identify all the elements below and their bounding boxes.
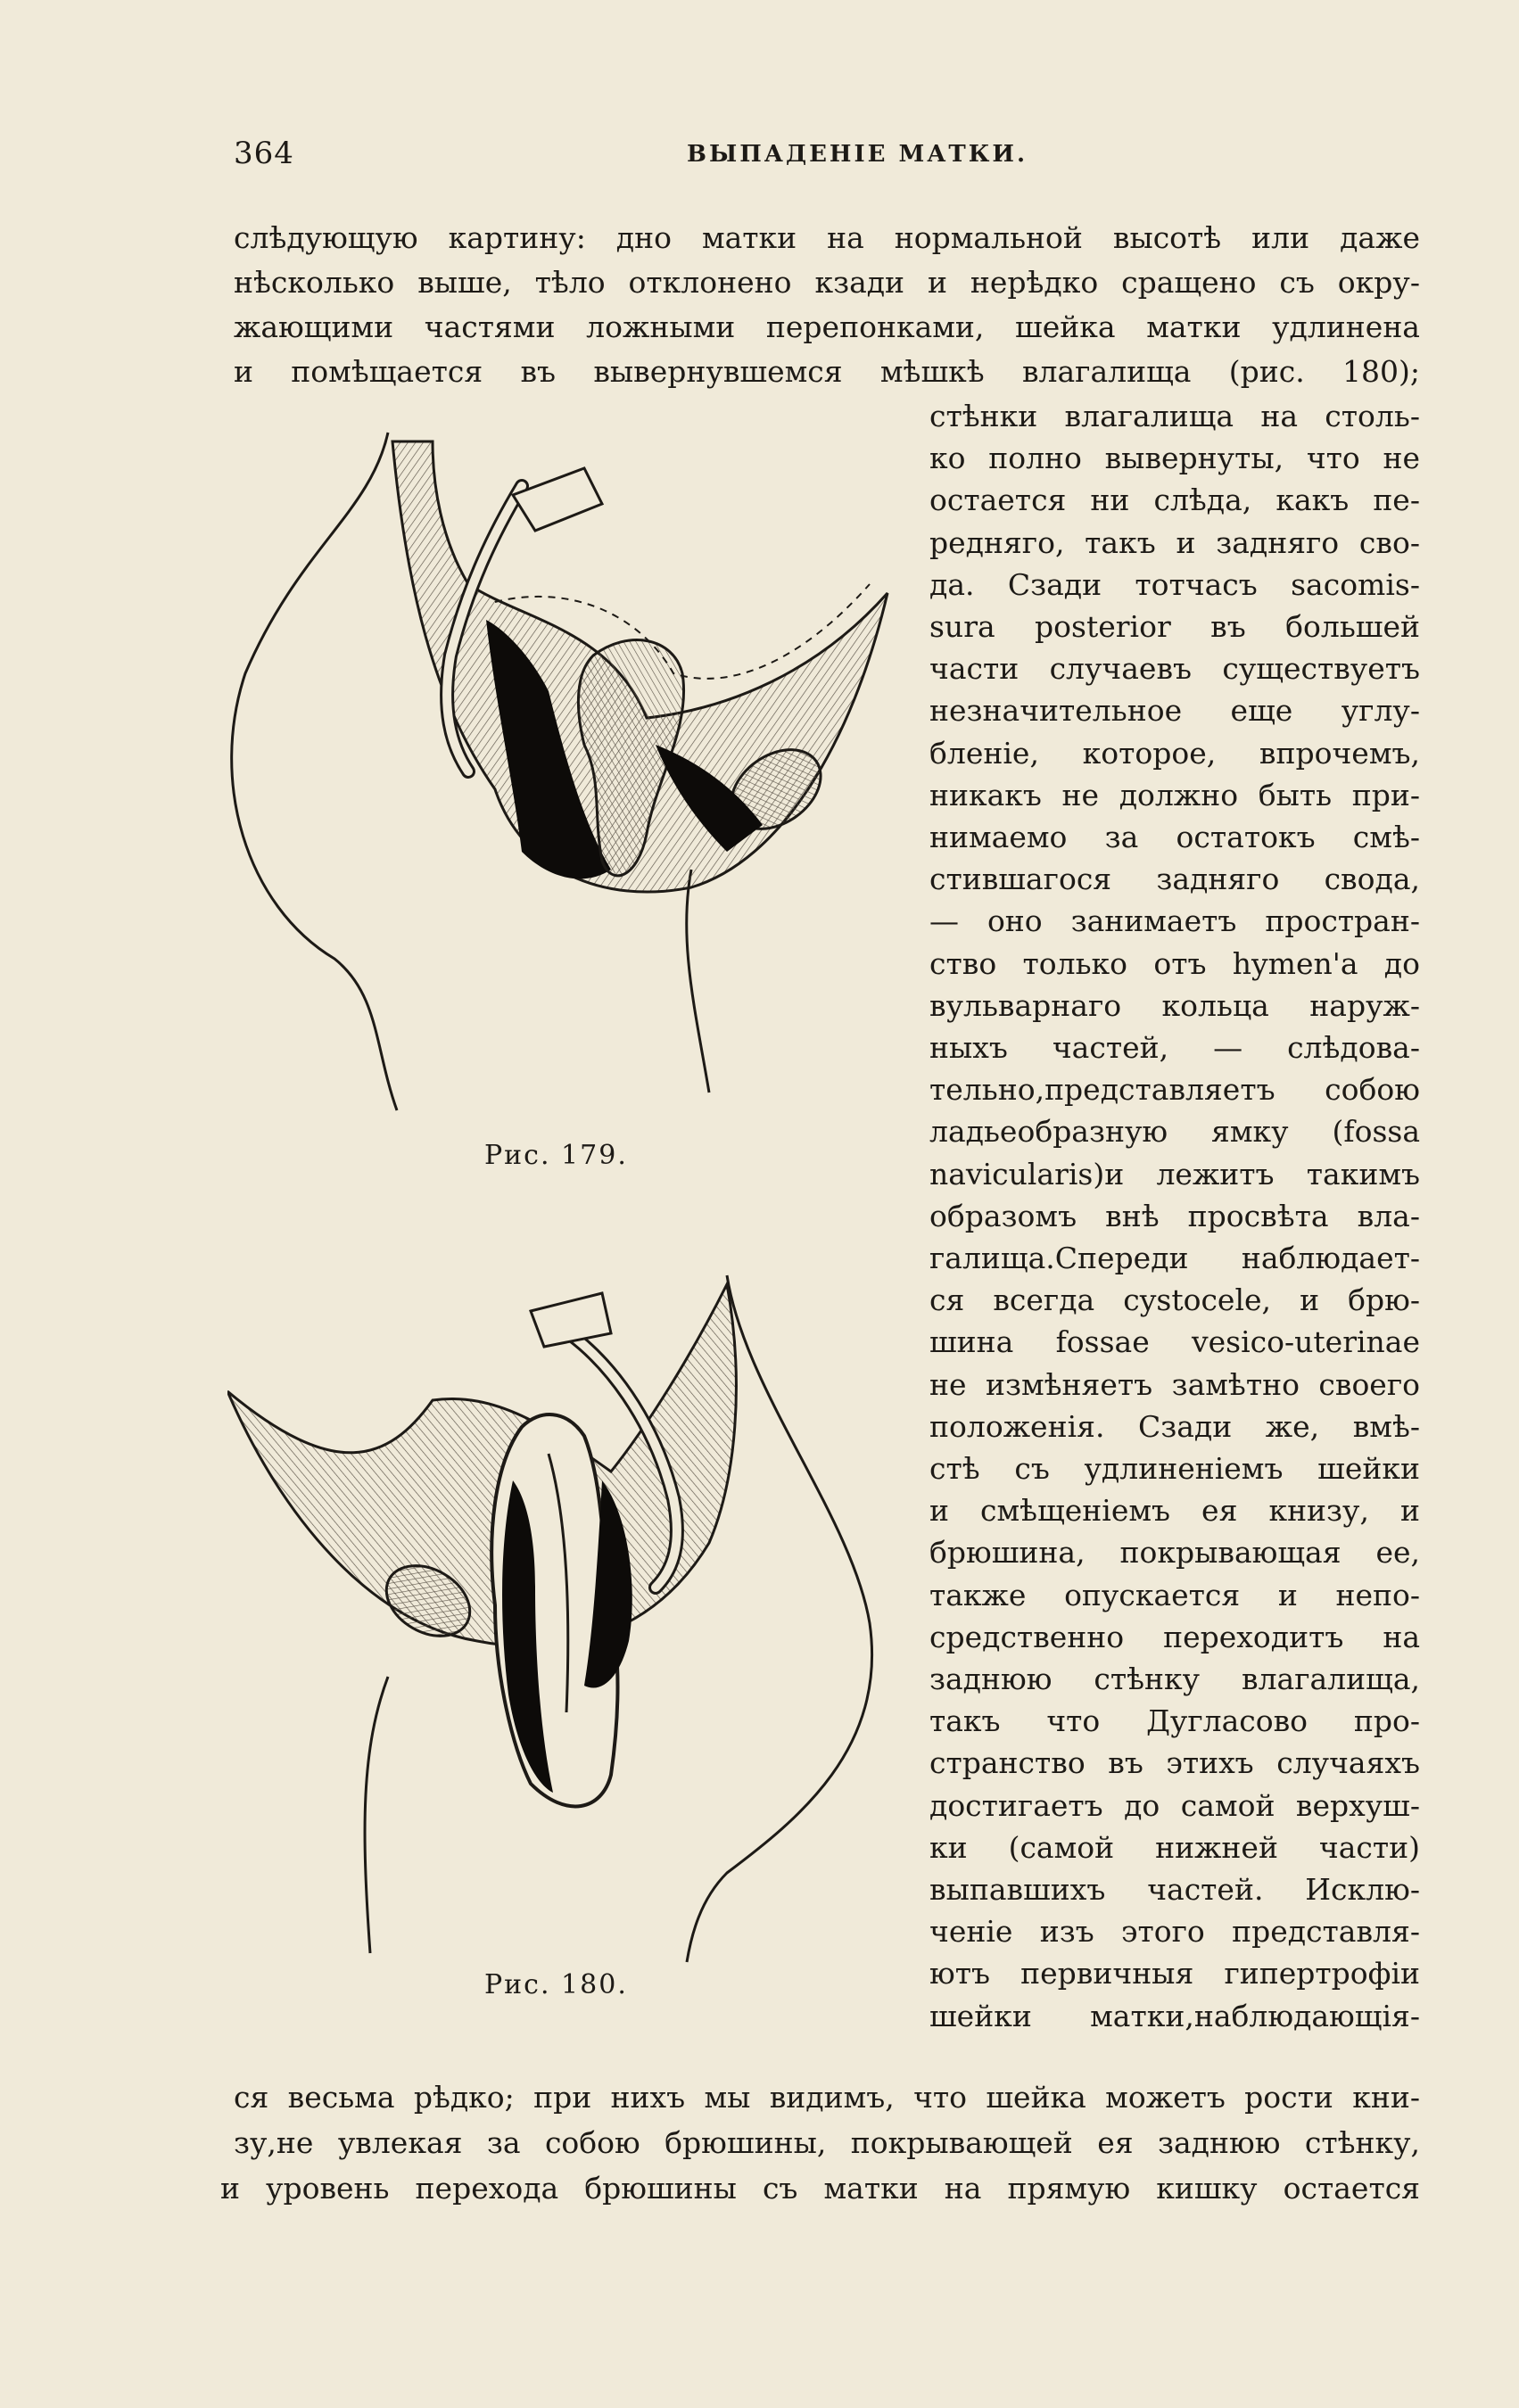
column-line: незначительное еще углу- (929, 693, 1420, 728)
body-line: ся весьма рѣдко; при нихъ мы видимъ, что шейка можетъ рости кни- (234, 2080, 1420, 2115)
column-line: стѣнки влагалища на столь- (929, 399, 1420, 433)
figure-179-illustration (227, 406, 905, 1137)
column-line: средственно переходитъ на (929, 1620, 1420, 1654)
page-number: 364 (234, 136, 294, 171)
column-line: также опускается и непо- (929, 1578, 1420, 1612)
column-line: ченіе изъ этого представля- (929, 1914, 1420, 1949)
column-line: выпавшихъ частей. Исклю- (929, 1872, 1420, 1907)
body-line: слѣдующую картину: дно матки на нормальной высотѣ или даже (234, 220, 1420, 255)
column-line: заднюю стѣнку влагалища, (929, 1662, 1420, 1696)
column-line: остается ни слѣда, какъ пе- (929, 482, 1420, 517)
column-line: образомъ внѣ просвѣта вла- (929, 1199, 1420, 1233)
column-line: не измѣняетъ замѣтно своего (929, 1367, 1420, 1402)
column-line: шейки матки,наблюдающія- (929, 1999, 1420, 2033)
column-line: нимаемо за остатокъ смѣ- (929, 820, 1420, 854)
column-line: достигаетъ до самой верхуш- (929, 1788, 1420, 1823)
figure-179-caption: Рис. 179. (484, 1140, 628, 1171)
column-line: и смѣщеніемъ ея книзу, и (929, 1493, 1420, 1528)
running-title: ВЫПАДЕНІЕ МАТКИ. (687, 141, 1028, 168)
column-line: — оно занимаетъ простран- (929, 903, 1420, 938)
column-line: бленіе, которое, впрочемъ, (929, 736, 1420, 771)
column-line: брюшина, покрывающая ее, (929, 1535, 1420, 1570)
column-line: ютъ первичныя гипертрофіи (929, 1956, 1420, 1991)
column-line: стившагося задняго свода, (929, 862, 1420, 896)
column-line: ся всегда cystocele, и брю- (929, 1282, 1420, 1317)
column-line: редняго, такъ и задняго сво- (929, 525, 1420, 560)
column-line: navicularis)и лежитъ такимъ (929, 1157, 1420, 1192)
column-line: галища.Спереди наблюдает- (929, 1241, 1420, 1275)
column-line: вульварнаго кольца наруж- (929, 988, 1420, 1023)
column-line: шина fossae vesico-uterinae (929, 1324, 1420, 1359)
column-line: такъ что Дугласово про- (929, 1703, 1420, 1738)
body-line: и помѣщается въ вывернувшемся мѣшкѣ влагалища (рис. 180); (234, 354, 1420, 389)
column-line: стѣ съ удлиненіемъ шейки (929, 1451, 1420, 1486)
column-line: положенія. Сзади же, вмѣ- (929, 1409, 1420, 1444)
column-line: sura posterior въ большей (929, 609, 1420, 644)
body-line: жающими частями ложными перепонками, шейка матки удлинена (234, 309, 1420, 344)
column-line: ство только отъ hymen'а до (929, 946, 1420, 981)
body-line: нѣсколько выше, тѣло отклонено кзади и нерѣдко сращено съ окру- (234, 265, 1420, 300)
column-line: части случаевъ существуетъ (929, 651, 1420, 686)
column-line: ныхъ частей, — слѣдова- (929, 1030, 1420, 1065)
body-line: зу,не увлекая за собою брюшины, покрывающей ея заднюю стѣнку, (234, 2125, 1420, 2160)
figure-180-caption: Рис. 180. (484, 1969, 628, 2000)
column-line: ко полно вывернуты, что не (929, 441, 1420, 475)
body-line: и уровень перехода брюшины съ матки на прямую кишку остается (220, 2171, 1420, 2206)
column-line: тельно,представляетъ собою (929, 1072, 1420, 1107)
column-line: никакъ не должно быть при- (929, 778, 1420, 812)
column-line: ладьеобразную ямку (fossa (929, 1114, 1420, 1149)
figure-180-illustration (227, 1249, 905, 1980)
column-line: странство въ этихъ случаяхъ (929, 1745, 1420, 1780)
column-line: да. Сзади тотчасъ sacomis- (929, 567, 1420, 602)
column-line: ки (самой нижней части) (929, 1830, 1420, 1865)
